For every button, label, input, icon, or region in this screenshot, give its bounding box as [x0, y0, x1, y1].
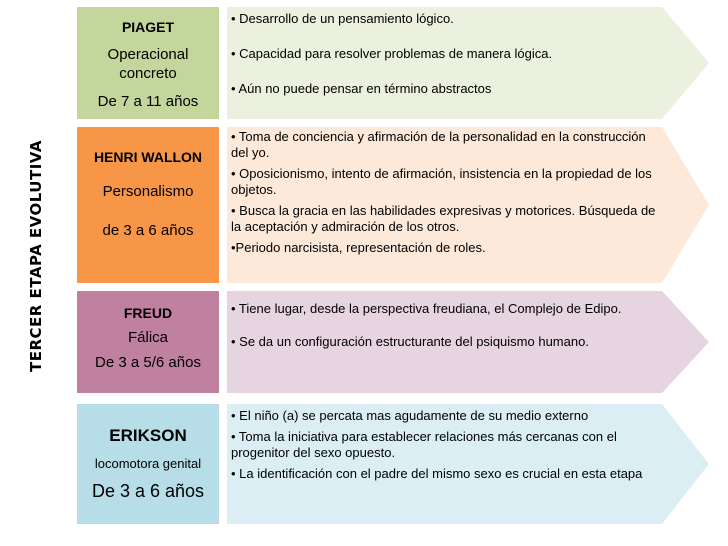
- row-freud-left: [77, 291, 219, 393]
- row-wallon: [77, 127, 709, 283]
- theorist-name: ERIKSON: [109, 426, 187, 445]
- point-item: • Aún no puede pensar en término abstractos: [231, 81, 492, 96]
- row-piaget: [77, 7, 709, 119]
- age-range: De 3 a 5/6 años: [95, 354, 201, 371]
- point-item: •Periodo narcisista, representación de roles.: [231, 240, 486, 255]
- point-item: • Oposicionismo, intento de afirmación, insistencia en la propiedad de los objetos.: [231, 166, 652, 197]
- point-item: • Toma la iniciativa para establecer relaciones más cercanas con el progenitor del sexo opuesto.: [231, 429, 617, 460]
- point-item: • Capacidad para resolver problemas de manera lógica.: [231, 46, 553, 61]
- theorist-name: PIAGET: [121, 18, 175, 35]
- stage-label: Fálica: [127, 329, 168, 346]
- theorist-name: HENRI WALLON: [93, 149, 203, 165]
- row-erikson-left: [77, 404, 219, 524]
- stage-label: Personalismo: [102, 183, 194, 200]
- age-range: de 3 a 6 años: [102, 222, 194, 239]
- point-item: • Toma de conciencia y afirmación de la personalidad en la construcción del yo.: [231, 129, 646, 160]
- age-range: De 3 a 6 años: [91, 481, 205, 501]
- side-title: TERCER ETAPA EVOLUTIVA: [27, 140, 45, 372]
- point-item: • El niño (a) se percata mas agudamente de su medio externo: [231, 408, 589, 423]
- row-erikson-points: [231, 404, 661, 524]
- point-item: • La identificación con el padre del mismo sexo es crucial en esta etapa: [231, 466, 643, 481]
- theorist-name: FREUD: [123, 305, 173, 321]
- row-wallon-points: [231, 127, 661, 283]
- age-range: De 7 a 11 años: [97, 92, 199, 110]
- row-freud: [77, 291, 709, 393]
- row-freud-points: [231, 291, 661, 393]
- point-item: • Desarrollo de un pensamiento lógico.: [231, 11, 454, 26]
- point-item: • Tiene lugar, desde la perspectiva freudiana, el Complejo de Edipo.: [231, 301, 622, 316]
- row-wallon-left: [77, 127, 219, 283]
- point-item: • Busca la gracia en las habilidades expresivas y motorices. Búsqueda de la aceptación y admiración de los otros.: [231, 203, 656, 234]
- row-erikson: [77, 404, 709, 524]
- row-piaget-points: [231, 7, 661, 119]
- row-piaget-left: [77, 7, 219, 119]
- stage-label: locomotora genital: [94, 456, 202, 471]
- stage-label: Operacional concreto: [107, 45, 189, 82]
- point-item: • Se da un configuración estructurante del psiquismo humano.: [231, 334, 589, 349]
- side-title-container: [16, 122, 56, 390]
